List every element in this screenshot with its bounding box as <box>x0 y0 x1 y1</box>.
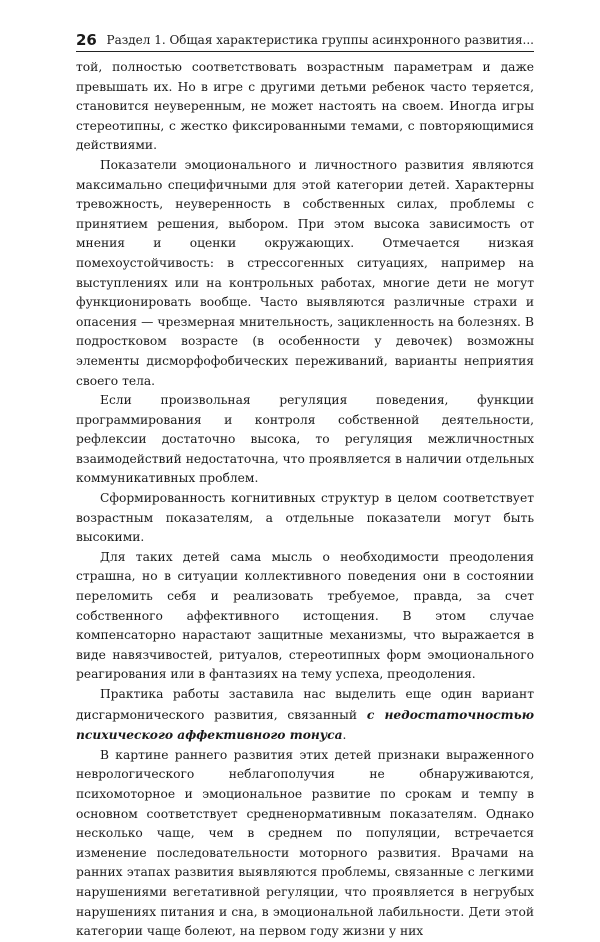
paragraph-6-tail: . <box>342 728 347 743</box>
paragraph-1: той, полностью соответствовать возрастным параметрам и даже превышать их. Но в игре с другими детьми ребенок часто теряется, становится неуверенным, не может настоять на своем. Иногда игры стереотипны, с жестко фиксированными темами, с повторяющимися действиями. <box>76 60 534 153</box>
emphasis-term: с недостаточностью психического аффективного тонуса <box>76 706 534 743</box>
paragraph-3: Если произвольная регуляция поведения, функции программирования и контроля собственной деятельности, рефлексии достаточно высока, то регуляция межличностных взаимодействий недостаточна, что проявляется в наличии отдельных коммуникативных проблем. <box>76 393 534 486</box>
paragraph-2: Показатели эмоционального и личностного развития являются максимально специфичными для этой категории детей. Характерны тревожность, неуверенность в собственных силах, проблемы с принятием решения, выбором. При этом высока зависимость от мнения и оценки окружающих. Отмечается низкая помехоустойчивость: в стрессогенных ситуациях, например на выступлениях или на контрольных работах, многие дети не могут функционировать вообще. Часто выявляются различные страхи и опасения — чрезмерная мнительность, зацикленность на болезнях. В подростковом возрасте (в особенности у девочек) возможны элементы дисморфофобических переживаний, варианты неприятия своего тела. <box>76 157 534 388</box>
page-number: 26 <box>76 31 97 49</box>
body-text <box>76 58 534 939</box>
paragraph-6 <box>76 685 534 746</box>
paragraph-7: В картине раннего развития этих детей признаки выраженного неврологического неблагополучия не обнаруживаются, психомоторное и эмоциональное развитие по срокам и темпу в основном соответствует средненормативным показателям. Однако несколько чаще, чем в среднем по популяции, встречается изменение последовательности моторного развития. Врачами на ранних этапах развития выявляются проблемы, связанные с легкими нарушениями вегетативной регуляции, что проявляется в негрубых нарушениях питания и сна, в эмоциональной лабильности. Дети этой категории чаще болеют, на первом году жизни у них <box>76 747 534 939</box>
paragraph-6-lead: Практика работы заставила нас выделить еще один вариант дисгармонического развития, связанный <box>76 687 534 722</box>
running-head: Раздел 1. Общая характеристика группы асинхронного развития... <box>106 33 534 47</box>
paragraph-4: Сформированность когнитивных структур в целом соответствует возрастным показателям, а отдельные показатели могут быть высокими. <box>76 491 534 545</box>
paragraph-5: Для таких детей сама мысль о необходимости преодоления страшна, но в ситуации коллективного поведения они в состоянии переломить себя и реализовать требуемое, правда, за счет собственного аффективного истощения. В этом случае компенсаторно нарастают защитные механизмы, что выражается в виде навязчивостей, ритуалов, стереотипных форм эмоционального реагирования или в фантазиях на тему успеха, преодоления. <box>76 549 534 682</box>
page-header <box>76 31 534 52</box>
